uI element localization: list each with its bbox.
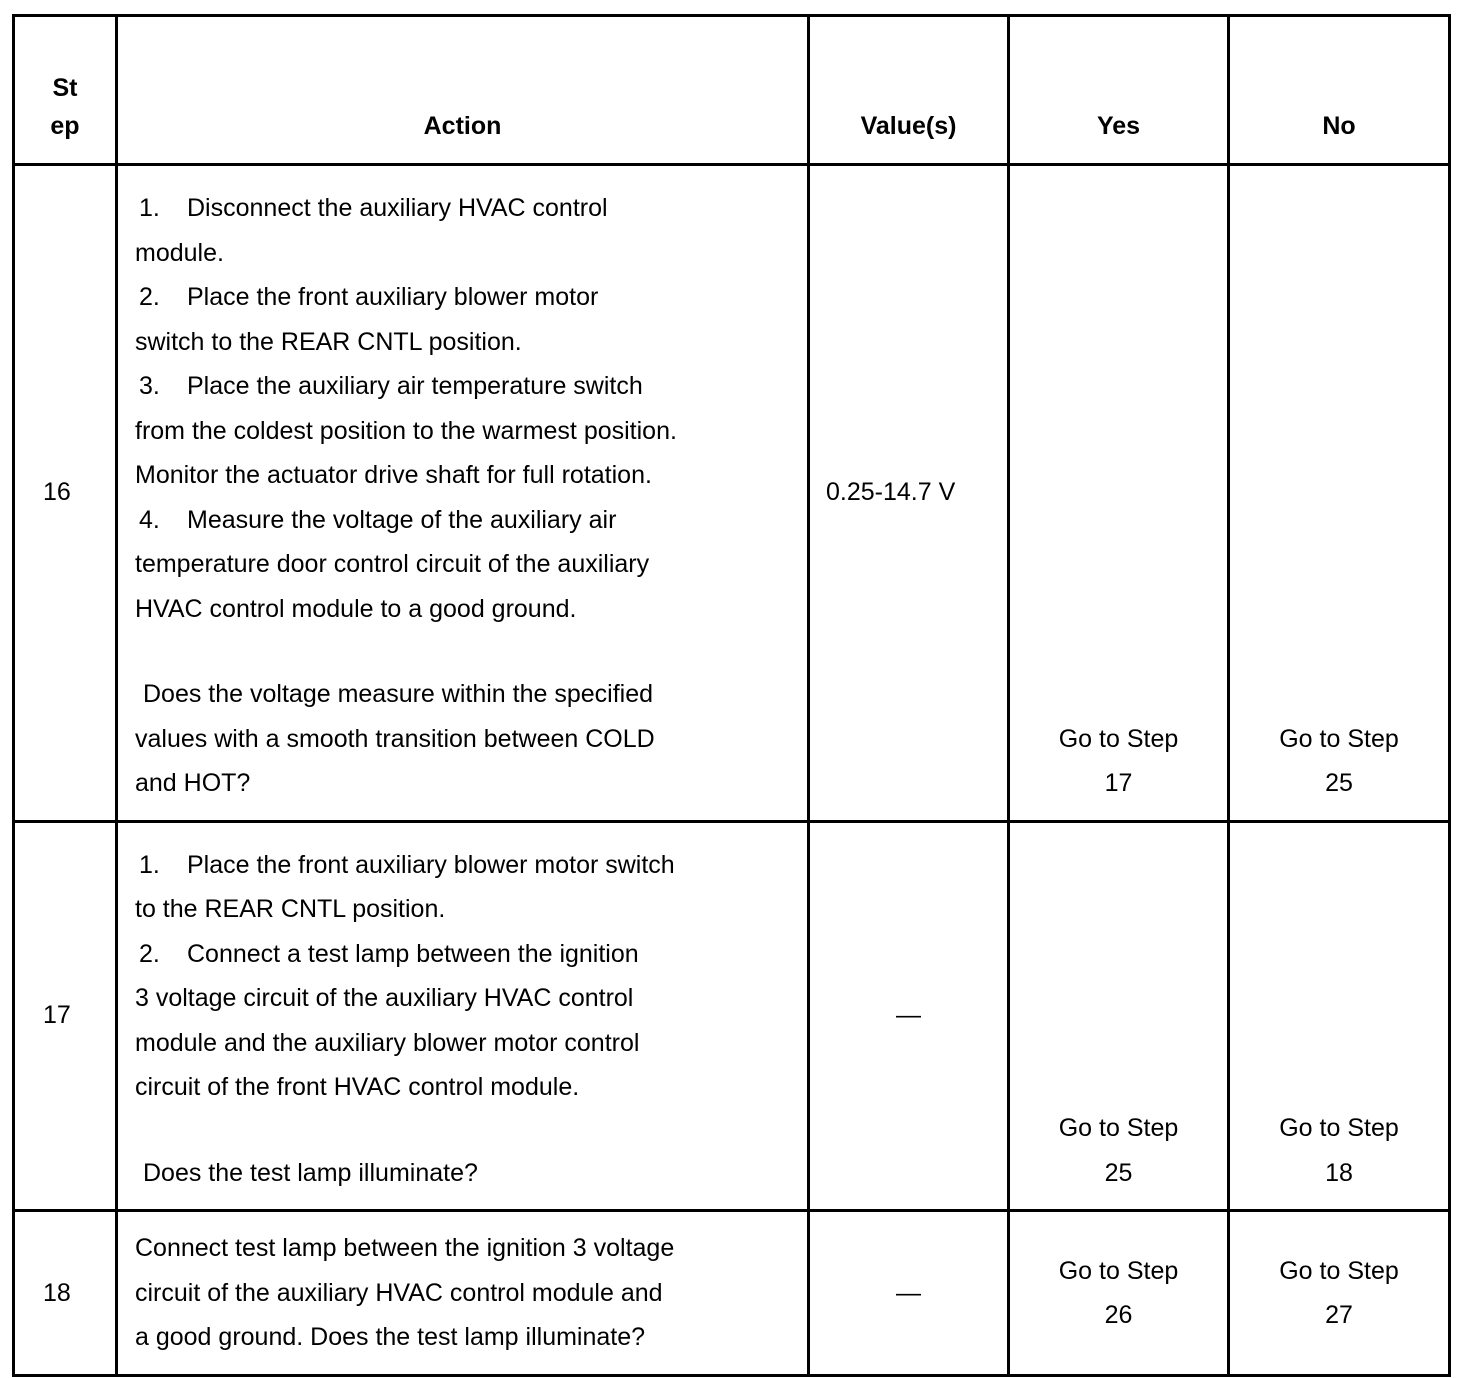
yes-goto: Go to Step 25 [1009,821,1229,1211]
action-cell: Connect test lamp between the ignition 3 voltage circuit of the auxiliary HVAC control module and a good ground. Does the test lamp illuminate? [117,1211,809,1376]
step-number: 16 [14,165,117,822]
header-row [14,16,1450,165]
action-cell: 1. Disconnect the auxiliary HVAC control module. 2. Place the front auxiliary blower motor switch to the REAR CNTL position. 3. Place the auxiliary air temperature switch from the coldest position to the warmest position. Monitor the actuator drive shaft for full rotation. 4. Measure the voltage of the auxiliary air temperature door control circuit of the auxiliary HVAC control module to a good ground. Does the voltage measure within the specified values with a smooth transition between COLD and HOT? [117,165,809,822]
value-cell: 0.25-14.7 V [809,165,1009,822]
header-step: St ep [14,16,117,165]
action-item: 2. Connect a test lamp between the ignition [139,939,639,968]
step-number: 18 [14,1211,117,1376]
value-cell: — [809,1211,1009,1376]
header-values: Value(s) [809,16,1009,165]
action-item: 2. Place the front auxiliary blower motor [139,283,599,311]
value-cell: — [809,821,1009,1211]
action-item: 1. Place the front auxiliary blower motor switch [139,850,675,879]
no-goto: Go to Step 25 [1229,165,1450,822]
question-text: Does the test lamp illuminate? [143,1158,478,1187]
yes-goto: Go to Step 17 [1009,165,1229,822]
action-item: 3. Place the auxiliary air temperature switch [139,372,643,400]
table-row [14,821,1450,1211]
action-cell: 1. Place the front auxiliary blower motor switch to the REAR CNTL position. 2. Connect a test lamp between the ignition 3 voltage circuit of the auxiliary HVAC control module and the auxiliary blower motor control circuit of the front HVAC control module. Does the test lamp illuminate? [117,821,809,1211]
no-goto: Go to Step 18 [1229,821,1450,1211]
action-item: 4. Measure the voltage of the auxiliary air [139,505,617,534]
no-goto: Go to Step 27 [1229,1211,1450,1376]
table-row [14,165,1450,822]
action-item: 1. Disconnect the auxiliary HVAC control [139,194,608,222]
table-row [14,1211,1450,1376]
header-yes: Yes [1009,16,1229,165]
step-number: 17 [14,821,117,1211]
header-no: No [1229,16,1450,165]
yes-goto: Go to Step 26 [1009,1211,1229,1376]
header-action: Action [117,16,809,165]
question-text: Does the voltage measure within the specified [143,680,654,708]
diagnostic-table [12,14,1451,1377]
